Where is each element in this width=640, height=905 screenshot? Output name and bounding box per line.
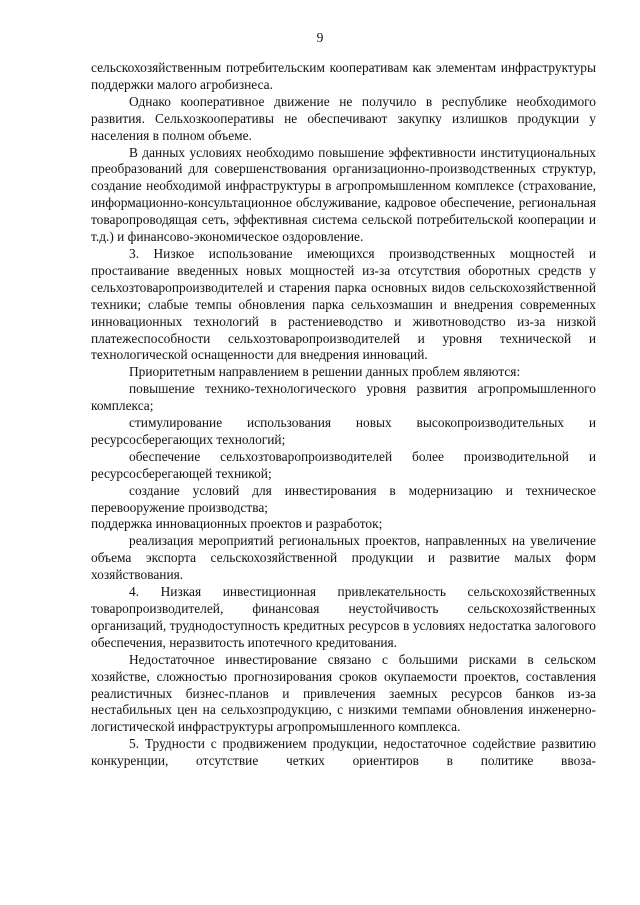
paragraph: реализация мероприятий региональных проектов, направленных на увеличение объема экспорта сельскохозяйственной продукции и развитие малых форм хозяйствования. (91, 533, 596, 583)
paragraph: сельскохозяйственным потребительским кооперативам как элементам инфраструктуры поддержки малого агробизнеса. (91, 60, 596, 92)
paragraph: обеспечение сельхозтоваропроизводителей более производительной и ресурсосберегающей техникой; (91, 448, 596, 481)
paragraph: поддержка инновационных проектов и разработок; (91, 516, 383, 532)
paragraph: стимулирование использования новых высокопроизводительных и ресурсосберегающих технологий; (91, 415, 596, 447)
paragraph: Приоритетным направлением в решении данных проблем являются: (129, 364, 521, 380)
page-number: 9 (316, 30, 324, 45)
document-body (91, 60, 596, 770)
paragraph: создание условий для инвестирования в модернизацию и техническое перевооружение производства; (91, 482, 596, 515)
paragraph: 5. Трудности с продвижением продукции, недостаточное содействие развитию конкуренции, отсутствие четких ориентиров в политике ввоза- (91, 736, 596, 769)
paragraph: Недостаточное инвестирование связано с большими рисками в сельском хозяйстве, сложностью прогнозирования сроков окупаемости проектов, составления реалистичных бизнес-планов и привлечения заемных ресурсов банков из-за нестабильных цен на сельхозпродукцию, с низкими темпами обновления инженерно-логистической инфраструктуры агропромышленного комплекса. (91, 651, 596, 735)
paragraph: 4. Низкая инвестиционная привлекательность сельскохозяйственных товаропроизводителей, финансовая неустойчивость сельскохозяйственных организаций, труднодоступность кредитных ресурсов в условиях недостатка залогового обеспечения, неразвитость ипотечного кредитования. (91, 584, 596, 650)
paragraph: повышение технико-технологического уровня развития агропромышленного комплекса; (91, 381, 596, 414)
paragraph: Однако кооперативное движение не получило в республике необходимого развития. Сельхозкооперативы не обеспечивают закупку излишков продукции у населения в полном объеме. (91, 93, 596, 143)
paragraph: В данных условиях необходимо повышение эффективности институциональных преобразований для совершенствования организационно-производственных структур, создание необходимой инфраструктуры в агропромышленном комплексе (страхование, информационно-консультационное обслуживание, кадровое обеспечение, региональная товаропроводящая сеть, эффективная система сельской потребительской кооперации и т.д.) и финансово-экономическое оздоровление. (91, 144, 596, 245)
paragraph: 3. Низкое использование имеющихся производственных мощностей и простаивание введенных новых мощностей из-за отсутствия оборотных средств у сельхозтоваропроизводителей и старения парка основных видов сельскохозяйственной техники; слабые темпы обновления парка сельхозмашин и внедрения современных инновационных технологий в растениеводство и животноводство из-за низкой платежеспособности сельхозтоваропроизводителей и уровня технической и технологической оснащенности для внедрения инноваций. (91, 245, 596, 363)
